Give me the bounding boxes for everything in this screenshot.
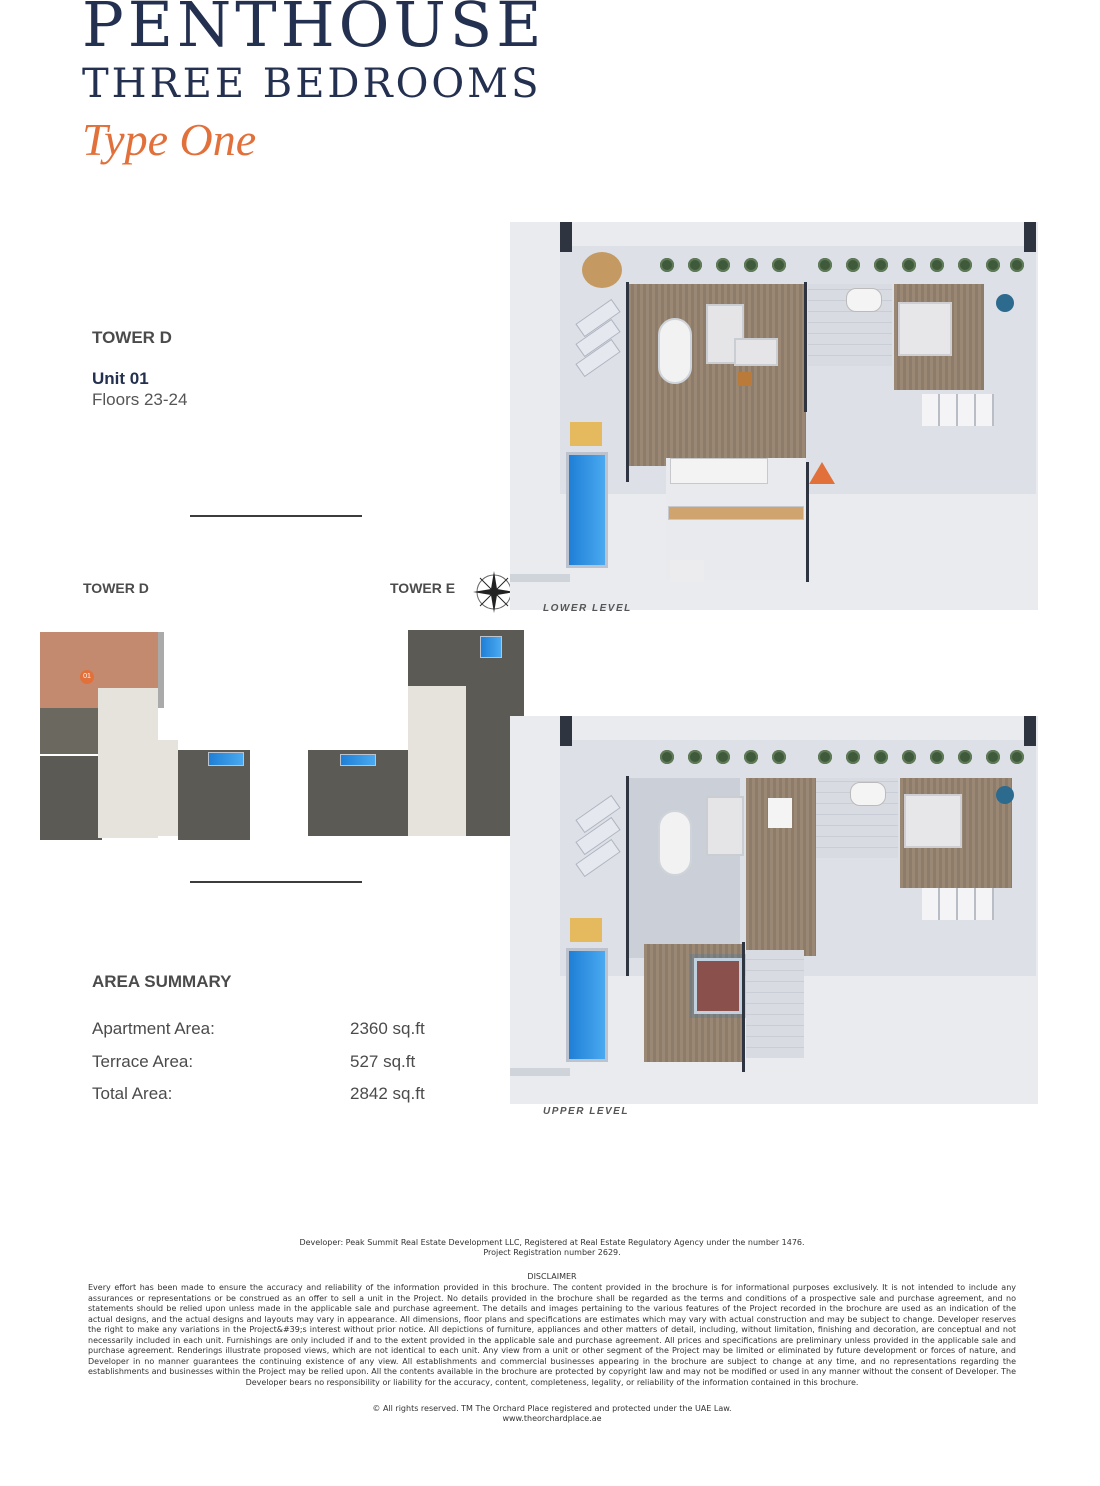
footer-rights: © All rights reserved. TM The Orchard Place registered and protected under the UAE Law. — [372, 1404, 732, 1413]
area-value: 2360 sq.ft — [350, 1019, 425, 1038]
area-label: Total Area: — [92, 1084, 173, 1103]
lower-level-label: LOWER LEVEL — [543, 603, 632, 614]
divider-top — [190, 515, 362, 517]
area-label: Terrace Area: — [92, 1052, 194, 1071]
footer-registration: Project Registration number 2629. — [483, 1248, 621, 1257]
key-plan-tower-d-label: TOWER D — [83, 580, 149, 596]
tower-heading: TOWER D — [92, 328, 172, 347]
upper-level-label: UPPER LEVEL — [543, 1106, 629, 1117]
area-value: 2842 sq.ft — [350, 1084, 425, 1103]
unit-type: Type One — [82, 114, 257, 165]
footer-website[interactable]: www.theorchardplace.ae — [502, 1414, 602, 1423]
area-label: Apartment Area: — [92, 1019, 215, 1038]
area-value: 527 sq.ft — [350, 1052, 416, 1071]
page-subtitle: THREE BEDROOMS — [82, 61, 542, 107]
footer-developer: Developer: Peak Summit Real Estate Development LLC, Registered at Real Estate Regulatory Agency under the number 1476. — [299, 1238, 805, 1247]
footer-disclaimer: Every effort has been made to ensure the accuracy and reliability of the information provided in this brochure. The content provided in the brochure is for informational purposes exclusively. It is not intended to include any assurances or representations or be construed as an offer to sell a unit in the Project. No details provided in the brochure shall be regarded as the terms and conditions of a prospective sale and purchase agreement, and no statements should be relied upon unless made in the applicable sale and purchase agreement. The details and images pertaining to the various features of the Project recorded in the brochure are used as an indication of the actual designs, and the actual designs and layouts may vary in appearance. All dimensions, floor plans and specifications are estimates which may vary with actual construction and may be subject to change. Developer reserves the right to make any variations in the Project&#39;s interest without prior notice. All depictions of furniture, appliances and other matters of detail, including, without limitation, finishing and decoration, are conceptual and not necessarily included in each unit. Furnishings are only included if and to the extent provided in the applicable sale and purchase agreement. All prices and specifications are preliminary unless provided in the applicable sale and purchase agreement. Renderings illustrate proposed views, which are not identical to each unit. Any view from a unit or other segment of the Project may be limited or eliminated by future development or forces of nature, and Developer in no manner guarantees the continuing existence of any view. All establishments and commercial businesses appearing in the brochure are subject to change at any time, and no representations regarding the establishments and businesses within the Project may be relied upon. All the contents available in the brochure are protected by copyright law and may not be modified or used in any manner without the consent of Developer. The Developer bears no responsibility or liability for the accuracy, content, completeness, legality, or reliability of the information contained in this brochure. — [88, 1283, 1016, 1387]
entry-arrow-icon — [808, 462, 836, 486]
key-plan-tower-d — [40, 632, 252, 844]
area-summary-heading: AREA SUMMARY — [92, 972, 232, 991]
lower-level-plan — [510, 222, 1038, 610]
unit-floors: Floors 23-24 — [92, 390, 188, 409]
divider-bottom — [190, 881, 362, 883]
key-plan-tower-e-label: TOWER E — [390, 580, 456, 596]
unit-marker: 01 — [80, 670, 94, 684]
key-plan-tower-e — [308, 630, 526, 846]
upper-level-plan — [510, 716, 1038, 1104]
unit-number: Unit 01 — [92, 369, 149, 388]
footer-disclaimer-heading: DISCLAIMER — [527, 1272, 577, 1281]
page-title: PENTHOUSE — [82, 0, 546, 61]
